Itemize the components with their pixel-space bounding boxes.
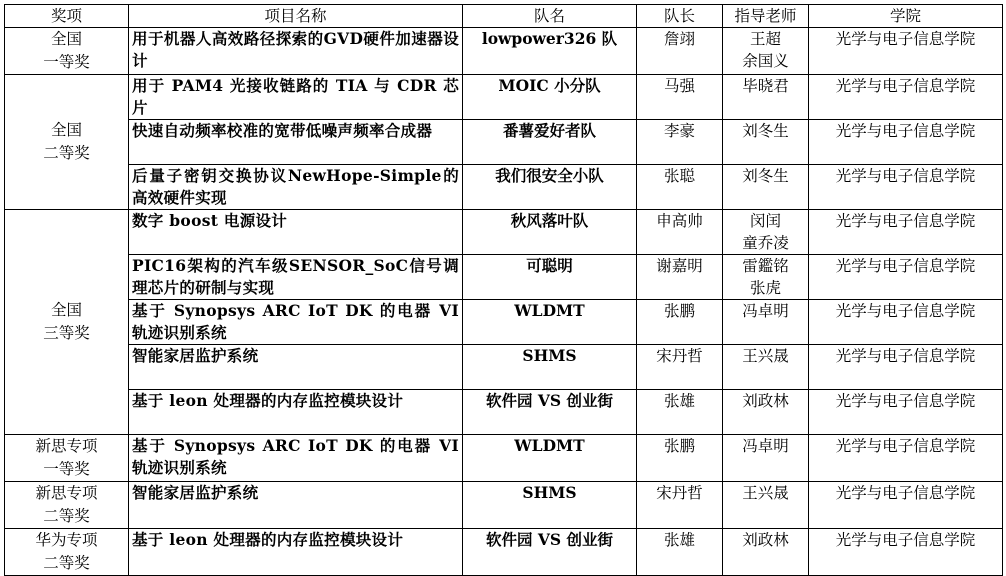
leader-cell: 张雄 xyxy=(637,529,723,576)
project-cell: 后量子密钥交换协议NewHope-Simple的高效硬件实现 xyxy=(129,165,463,210)
table-row xyxy=(5,255,1003,300)
project-cell: 基于 Synopsys ARC IoT DK 的电器 VI 轨迹识别系统 xyxy=(129,300,463,345)
project-cell: 智能家居监护系统 xyxy=(129,345,463,390)
team-cell: 我们很安全小队 xyxy=(463,165,637,210)
header-row xyxy=(5,5,1003,28)
project-cell: 基于 leon 处理器的内存监控模块设计 xyxy=(129,529,463,576)
advisor-cell: 刘政林 xyxy=(723,529,809,576)
header-leader: 队长 xyxy=(637,5,723,28)
table-row xyxy=(5,345,1003,390)
project-cell: 智能家居监护系统 xyxy=(129,482,463,529)
project-cell: 用于机器人高效路径探索的GVD硬件加速器设计 xyxy=(129,28,463,75)
table-row xyxy=(5,435,1003,482)
team-cell: SHMS xyxy=(463,482,637,529)
header-project: 项目名称 xyxy=(129,5,463,28)
leader-cell: 申高帅 xyxy=(637,210,723,255)
leader-cell: 詹翊 xyxy=(637,28,723,75)
college-cell: 光学与电子信息学院 xyxy=(809,120,1003,165)
advisor-cell: 冯卓明 xyxy=(723,300,809,345)
leader-cell: 张聪 xyxy=(637,165,723,210)
college-cell: 光学与电子信息学院 xyxy=(809,435,1003,482)
team-cell: 番薯爱好者队 xyxy=(463,120,637,165)
leader-cell: 张鹏 xyxy=(637,300,723,345)
table-row xyxy=(5,165,1003,210)
table-row xyxy=(5,300,1003,345)
team-cell: 软件园 VS 创业街 xyxy=(463,529,637,576)
advisor-cell: 王超 余国义 xyxy=(723,28,809,75)
project-cell: 基于 Synopsys ARC IoT DK 的电器 VI 轨迹识别系统 xyxy=(129,435,463,482)
college-cell: 光学与电子信息学院 xyxy=(809,255,1003,300)
advisor-cell: 毕晓君 xyxy=(723,75,809,120)
team-cell: lowpower326 队 xyxy=(463,28,637,75)
college-cell: 光学与电子信息学院 xyxy=(809,28,1003,75)
college-cell: 光学与电子信息学院 xyxy=(809,75,1003,120)
award-cell: 全国 二等奖 xyxy=(5,75,129,210)
college-cell: 光学与电子信息学院 xyxy=(809,482,1003,529)
college-cell: 光学与电子信息学院 xyxy=(809,300,1003,345)
leader-cell: 马强 xyxy=(637,75,723,120)
header-award: 奖项 xyxy=(5,5,129,28)
team-cell: 软件园 VS 创业街 xyxy=(463,390,637,435)
table-row xyxy=(5,28,1003,75)
table-row xyxy=(5,529,1003,576)
advisor-cell: 刘政林 xyxy=(723,390,809,435)
table-row xyxy=(5,75,1003,120)
award-cell: 全国 三等奖 xyxy=(5,210,129,435)
college-cell: 光学与电子信息学院 xyxy=(809,529,1003,576)
project-cell: 数字 boost 电源设计 xyxy=(129,210,463,255)
college-cell: 光学与电子信息学院 xyxy=(809,390,1003,435)
award-cell: 华为专项 二等奖 xyxy=(5,529,129,576)
college-cell: 光学与电子信息学院 xyxy=(809,345,1003,390)
leader-cell: 宋丹哲 xyxy=(637,482,723,529)
table-row xyxy=(5,120,1003,165)
header-team: 队名 xyxy=(463,5,637,28)
college-cell: 光学与电子信息学院 xyxy=(809,210,1003,255)
award-cell: 新思专项 一等奖 xyxy=(5,435,129,482)
awards-table xyxy=(4,4,1003,576)
leader-cell: 张雄 xyxy=(637,390,723,435)
project-cell: PIC16架构的汽车级SENSOR_SoC信号调理芯片的研制与实现 xyxy=(129,255,463,300)
leader-cell: 谢嘉明 xyxy=(637,255,723,300)
advisor-cell: 王兴晟 xyxy=(723,482,809,529)
header-advisor: 指导老师 xyxy=(723,5,809,28)
table-row xyxy=(5,390,1003,435)
team-cell: SHMS xyxy=(463,345,637,390)
project-cell: 用于 PAM4 光接收链路的 TIA 与 CDR 芯片 xyxy=(129,75,463,120)
project-cell: 基于 leon 处理器的内存监控模块设计 xyxy=(129,390,463,435)
team-cell: MOIC 小分队 xyxy=(463,75,637,120)
team-cell: WLDMT xyxy=(463,300,637,345)
award-cell: 新思专项 二等奖 xyxy=(5,482,129,529)
team-cell: 可聪明 xyxy=(463,255,637,300)
leader-cell: 张鹏 xyxy=(637,435,723,482)
team-cell: WLDMT xyxy=(463,435,637,482)
table-row xyxy=(5,210,1003,255)
advisor-cell: 刘冬生 xyxy=(723,120,809,165)
college-cell: 光学与电子信息学院 xyxy=(809,165,1003,210)
leader-cell: 宋丹哲 xyxy=(637,345,723,390)
award-cell: 全国 一等奖 xyxy=(5,28,129,75)
advisor-cell: 冯卓明 xyxy=(723,435,809,482)
advisor-cell: 王兴晟 xyxy=(723,345,809,390)
advisor-cell: 刘冬生 xyxy=(723,165,809,210)
header-college: 学院 xyxy=(809,5,1003,28)
advisor-cell: 雷鑑铭 张虎 xyxy=(723,255,809,300)
leader-cell: 李豪 xyxy=(637,120,723,165)
advisor-cell: 闵闰 童乔凌 xyxy=(723,210,809,255)
team-cell: 秋风落叶队 xyxy=(463,210,637,255)
project-cell: 快速自动频率校准的宽带低噪声频率合成器 xyxy=(129,120,463,165)
table-row xyxy=(5,482,1003,529)
